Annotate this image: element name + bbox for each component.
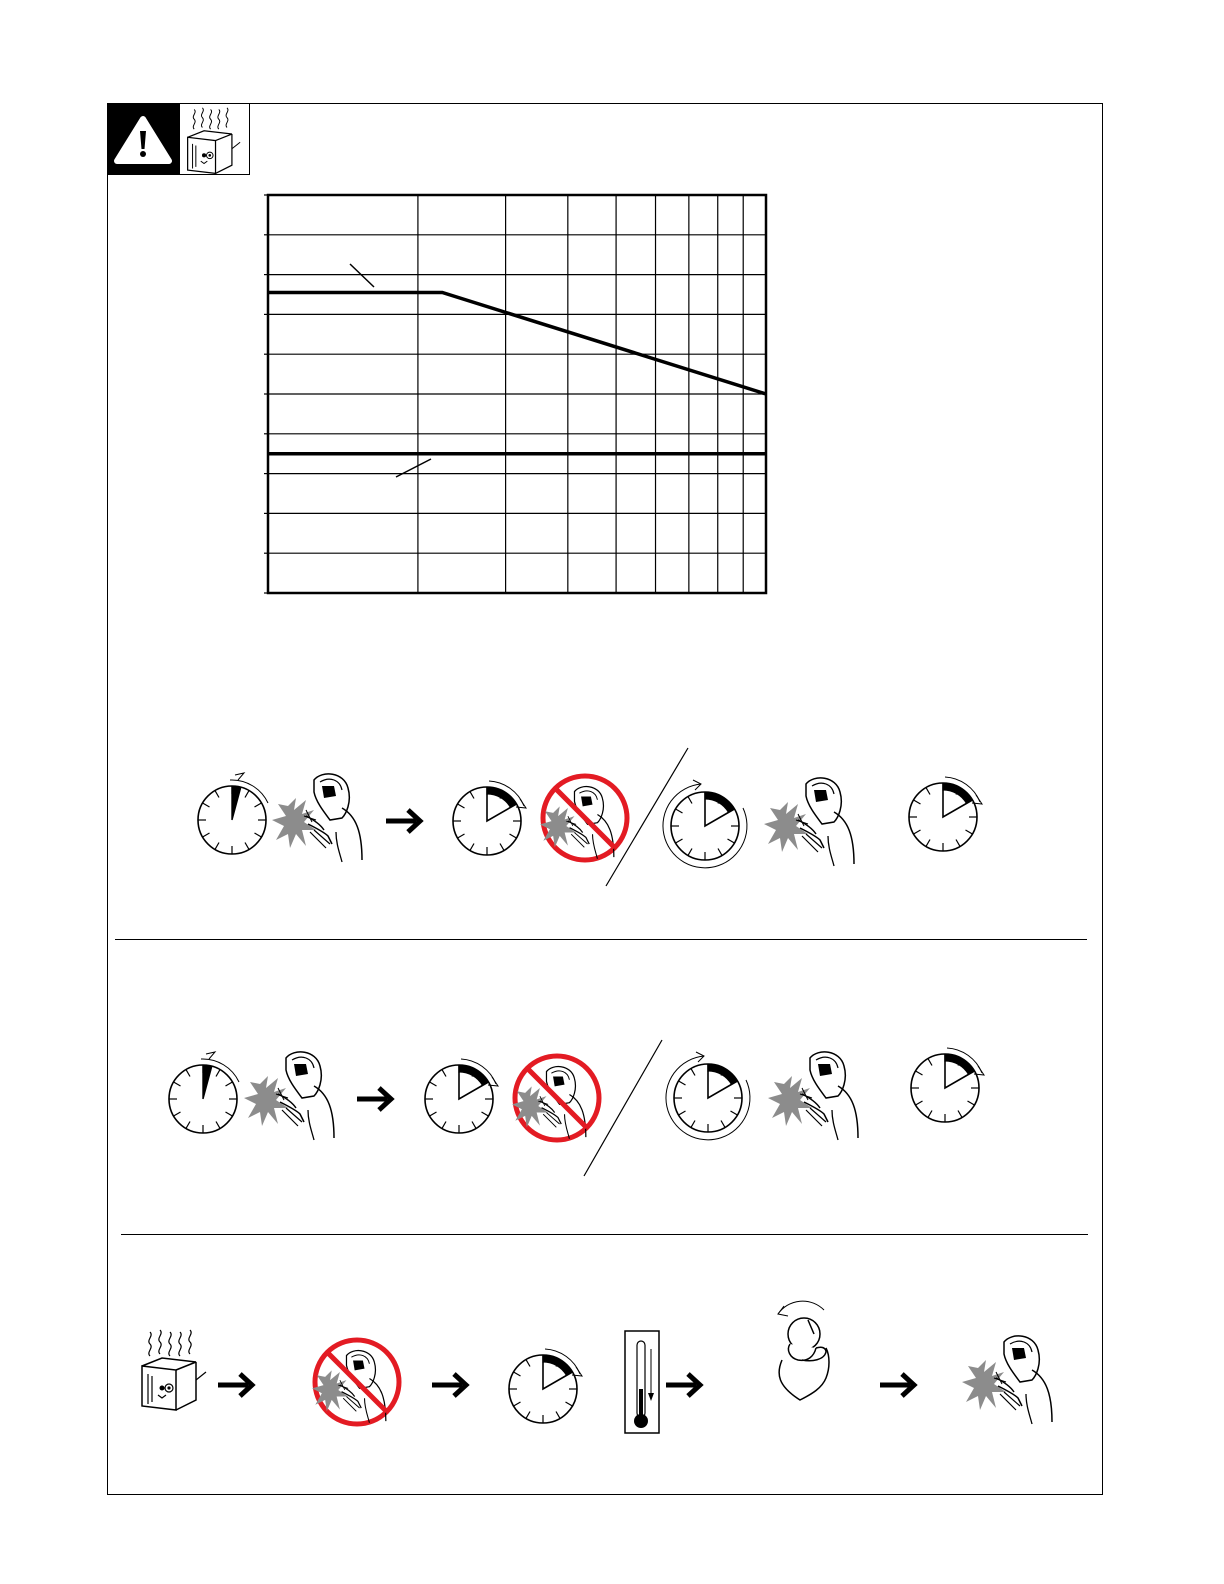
no-welding-icon [312, 1340, 399, 1424]
arrow-right-icon [218, 1374, 252, 1396]
arrow-right-icon [880, 1374, 914, 1396]
clock-icon [509, 1349, 582, 1423]
arrow-right-icon [666, 1374, 700, 1396]
thermometer-icon [625, 1331, 659, 1433]
arrow-right-icon [432, 1374, 466, 1396]
welder-icon [962, 1336, 1052, 1424]
hot-machine-icon [142, 1330, 206, 1410]
reset-knob-icon [778, 1301, 829, 1400]
